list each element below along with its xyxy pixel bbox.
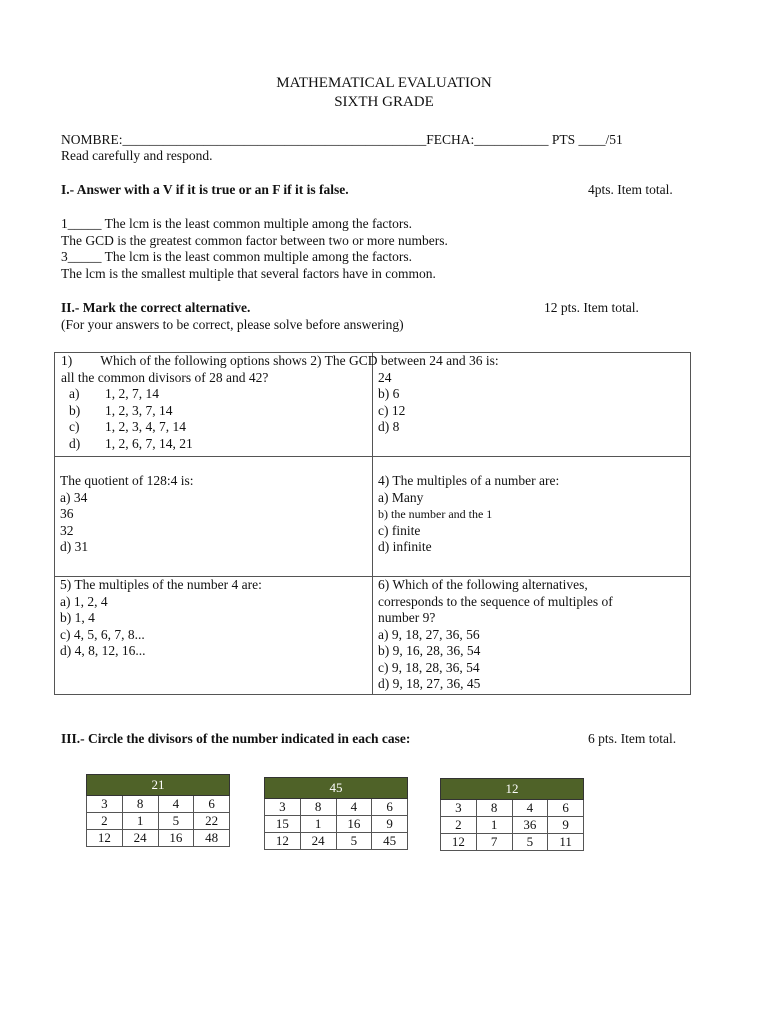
question-2-option[interactable]: 24 (378, 369, 392, 385)
page-subtitle: SIXTH GRADE (334, 94, 434, 110)
divisor-cell[interactable]: 5 (512, 834, 548, 851)
divisor-table-number: 45 (265, 778, 408, 799)
question-2-option[interactable]: b) 6 (378, 386, 400, 401)
section2-heading: II.- Mark the correct alternative. (61, 300, 251, 315)
section3-heading: III.- Circle the divisors of the number indicated in each case: (61, 731, 411, 746)
divisor-cell[interactable]: 6 (194, 796, 230, 813)
question-1-line2: all the common divisors of 28 and 42? (61, 369, 269, 385)
student-info-line: NOMBRE:_____________________________________________FECHA:___________ PTS ____/51 (61, 132, 623, 147)
divisor-cell[interactable]: 12 (87, 830, 123, 847)
divisor-cell[interactable]: 7 (476, 834, 512, 851)
divisor-cell[interactable]: 4 (336, 799, 372, 816)
question-5-text: 5) The multiples of the number 4 are: (60, 577, 262, 592)
divisor-cell[interactable]: 11 (548, 834, 584, 851)
divisor-cell[interactable]: 9 (548, 817, 584, 834)
question-5-option[interactable]: b) 1, 4 (60, 610, 95, 625)
divisor-cell[interactable]: 8 (476, 800, 512, 817)
section1-heading: I.- Answer with a V if it is true or an F if it is false. (61, 182, 349, 197)
question-3-option[interactable]: a) 34 (60, 489, 88, 505)
question-2-cell (373, 353, 691, 457)
divisor-cell[interactable]: 2 (441, 817, 477, 834)
question-1-line (61, 353, 499, 370)
divisor-cell[interactable]: 45 (372, 833, 408, 850)
instruction-text: Read carefully and respond. (61, 148, 213, 163)
question-5-cell (55, 577, 373, 695)
question-6-option[interactable]: a) 9, 18, 27, 36, 56 (378, 626, 480, 642)
section1-points: 4pts. Item total. (588, 182, 673, 197)
divisor-cell[interactable]: 2 (87, 813, 123, 830)
section1-item: 1_____ The lcm is the least common multiple among the factors. (61, 216, 413, 231)
section1-item: 3_____ The lcm is the least common multiple among the factors. (61, 249, 413, 264)
question-6-cell (373, 577, 691, 695)
divisor-cell[interactable]: 5 (336, 833, 372, 850)
section1-item: The GCD is the greatest common factor between two or more numbers. (61, 233, 448, 248)
question-5-option[interactable]: a) 1, 2, 4 (60, 593, 108, 609)
divisor-cell[interactable]: 22 (194, 813, 230, 830)
divisor-table-45 (264, 777, 408, 850)
divisor-cell[interactable]: 16 (336, 816, 372, 833)
question-6-text: 6) Which of the following alternatives, (378, 577, 588, 592)
question-4-option[interactable]: c) finite (378, 522, 421, 538)
page-title: MATHEMATICAL EVALUATION (276, 75, 492, 91)
question-3-option[interactable]: 36 (60, 506, 74, 521)
divisor-cell[interactable]: 4 (512, 800, 548, 817)
divisor-cell[interactable]: 48 (194, 830, 230, 847)
question-1-text: Which of the following options shows 2) The GCD between 24 and 36 is: (100, 353, 499, 368)
question-3-text: The quotient of 128:4 is: (60, 473, 194, 488)
divisor-table-number: 12 (441, 779, 584, 800)
divisor-cell[interactable]: 16 (158, 830, 194, 847)
question-1-number: 1) (61, 353, 73, 368)
question-1-option[interactable]: a) 1, 2, 7, 14 (69, 386, 159, 401)
section3-points: 6 pts. Item total. (588, 731, 677, 746)
divisor-cell[interactable]: 12 (441, 834, 477, 851)
question-2-option[interactable]: c) 12 (378, 402, 406, 418)
question-5-option[interactable]: c) 4, 5, 6, 7, 8... (60, 626, 145, 642)
divisor-cell[interactable]: 3 (441, 800, 477, 817)
question-4-option[interactable]: d) infinite (378, 539, 432, 554)
question-4-option[interactable]: a) Many (378, 489, 424, 505)
question-6-option[interactable]: b) 9, 16, 28, 36, 54 (378, 643, 481, 658)
question-1-option[interactable]: d) 1, 2, 6, 7, 14, 21 (69, 435, 193, 451)
divisor-cell[interactable]: 4 (158, 796, 194, 813)
divisor-cell[interactable]: 1 (122, 813, 158, 830)
section2-note: (For your answers to be correct, please solve before answering) (61, 317, 404, 332)
question-3-option[interactable]: 32 (60, 522, 74, 538)
section1-item: The lcm is the smallest multiple that several factors have in common. (61, 266, 436, 281)
divisor-table-12 (440, 778, 584, 851)
question-1-option[interactable]: c) 1, 2, 3, 4, 7, 14 (69, 419, 186, 434)
section2-points: 12 pts. Item total. (544, 300, 639, 315)
divisor-cell[interactable]: 3 (265, 799, 301, 816)
divisor-cell[interactable]: 6 (372, 799, 408, 816)
divisor-cell[interactable]: 9 (372, 816, 408, 833)
question-3-option[interactable]: d) 31 (60, 539, 89, 554)
question-3-cell (55, 457, 373, 577)
divisor-cell[interactable]: 1 (300, 816, 336, 833)
divisor-cell[interactable]: 5 (158, 813, 194, 830)
question-1-option[interactable]: b) 1, 2, 3, 7, 14 (69, 402, 173, 418)
divisor-cell[interactable]: 12 (265, 833, 301, 850)
question-5-option[interactable]: d) 4, 8, 12, 16... (60, 643, 146, 658)
divisor-cell[interactable]: 15 (265, 816, 301, 833)
divisor-table-21 (86, 774, 230, 847)
divisor-cell[interactable]: 24 (122, 830, 158, 847)
divisor-cell[interactable]: 1 (476, 817, 512, 834)
question-6-option[interactable]: d) 9, 18, 27, 36, 45 (378, 676, 481, 691)
divisor-cell[interactable]: 6 (548, 800, 584, 817)
divisor-cell[interactable]: 3 (87, 796, 123, 813)
divisor-table-number: 21 (87, 775, 230, 796)
question-4-text: 4) The multiples of a number are: (378, 473, 560, 488)
divisor-cell[interactable]: 24 (300, 833, 336, 850)
divisor-cell[interactable]: 8 (300, 799, 336, 816)
question-4-cell (373, 457, 691, 577)
question-6-text: corresponds to the sequence of multiples of (378, 593, 613, 609)
divisor-cell[interactable]: 8 (122, 796, 158, 813)
divisor-cell[interactable]: 36 (512, 817, 548, 834)
question-6-option[interactable]: c) 9, 18, 28, 36, 54 (378, 659, 480, 675)
question-6-text: number 9? (378, 610, 436, 625)
question-4-option[interactable]: b) the number and the 1 (378, 507, 493, 521)
question-2-option[interactable]: d) 8 (378, 419, 400, 434)
questions-table (54, 352, 691, 695)
